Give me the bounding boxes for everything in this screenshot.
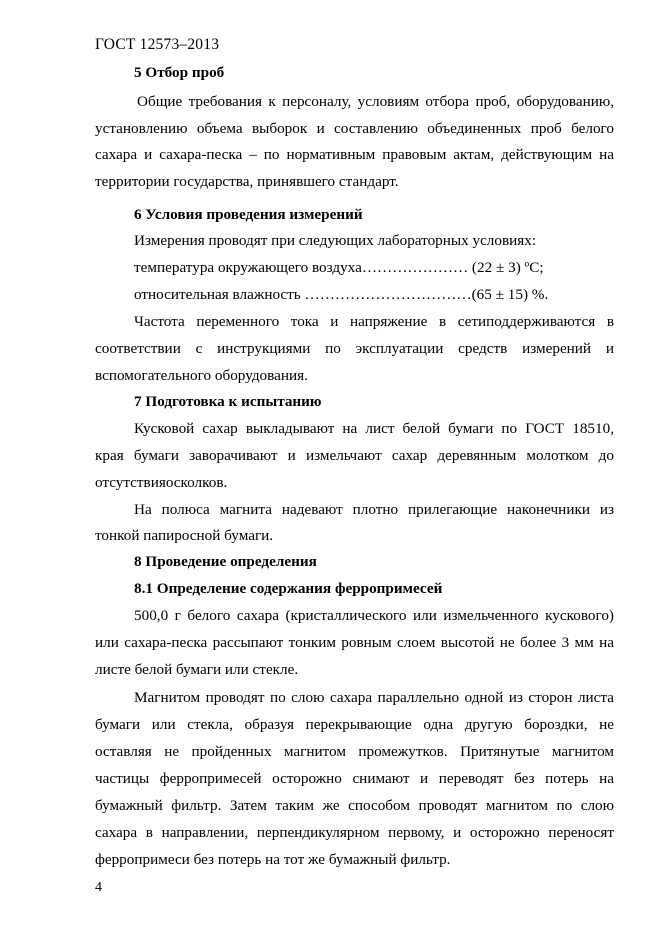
s8-p2-line-7: ферропримеси без потерь на тот же бумажный фильтр. xyxy=(95,851,451,868)
s8-p2-line-3: оставляя не пройденных магнитом промежутков. Притянутые магнитом xyxy=(95,743,614,760)
section-7-heading: 7 Подготовка к испытанию xyxy=(134,393,322,410)
s7-p1-line-1: Кусковой сахар выкладывают на лист белой бумаги по ГОСТ 18510, xyxy=(134,420,614,437)
section-8-heading: 8 Проведение определения xyxy=(134,553,317,570)
s7-p1-line-2: края бумаги заворачивают и измельчают сахар деревянным молотком до xyxy=(95,447,614,464)
s7-p1-line-3: отсутствияосколков. xyxy=(95,474,228,491)
s8-p2-line-6: сахара в направлении, перпендикулярном первому, и осторожно переносят xyxy=(95,824,614,841)
section-6-heading: 6 Условия проведения измерений xyxy=(134,206,363,223)
standard-header: ГОСТ 12573–2013 xyxy=(95,36,220,53)
s6-line-2: соответствии с инструкциями по эксплуатации средств измерений и xyxy=(95,340,614,357)
s5-line-2: установлению объема выборок и составлению объединенных проб белого xyxy=(95,120,614,137)
s8-p1-line-3: листе белой бумаги или стекле. xyxy=(95,661,299,678)
s8-p1-line-2: или сахара-песка рассыпают тонким ровным слоем высотой не более 3 мм на xyxy=(95,634,614,651)
s6-temperature: температура окружающего воздуха………………… (22 ± 3) ºС; xyxy=(134,259,544,276)
section-5-heading: 5 Отбор проб xyxy=(134,64,225,81)
s8-p2-line-1: Магнитом проводят по слою сахара параллельно одной из сторон листа xyxy=(134,689,614,706)
s5-line-4: территории государства, принявшего стандарт. xyxy=(95,173,399,190)
s5-line-1: Общие требования к персоналу, условиям отбора проб, оборудованию, xyxy=(137,93,614,110)
s8-p1-line-1: 500,0 г белого сахара (кристаллического или измельченного кускового) xyxy=(134,607,614,624)
s7-p2-line-1: На полюса магнита надевают плотно прилегающие наконечники из xyxy=(134,501,614,518)
s6-line-3: вспомогательного оборудования. xyxy=(95,367,308,384)
section-8-1-heading: 8.1 Определение содержания ферропримесей xyxy=(134,580,443,597)
s6-humidity: относительная влажность ……………………………(65 ± 15) %. xyxy=(134,286,549,303)
s6-intro: Измерения проводят при следующих лабораторных условиях: xyxy=(134,232,537,249)
s8-p2-line-2: бумаги или стекла, образуя перекрывающие одна другую бороздки, не xyxy=(95,716,614,733)
page-number: 4 xyxy=(95,880,102,895)
s5-line-3: сахара и сахара-песка – по нормативным правовым актам, действующим на xyxy=(95,146,614,163)
s8-p2-line-5: бумажный фильтр. Затем таким же способом проводят магнитом по слою xyxy=(95,797,614,814)
s7-p2-line-2: тонкой папиросной бумаги. xyxy=(95,527,274,544)
s6-line-1: Частота переменного тока и напряжение в сетиподдерживаются в xyxy=(134,313,614,330)
s8-p2-line-4: частицы ферропримесей осторожно снимают и переводят без потерь на xyxy=(95,770,614,787)
